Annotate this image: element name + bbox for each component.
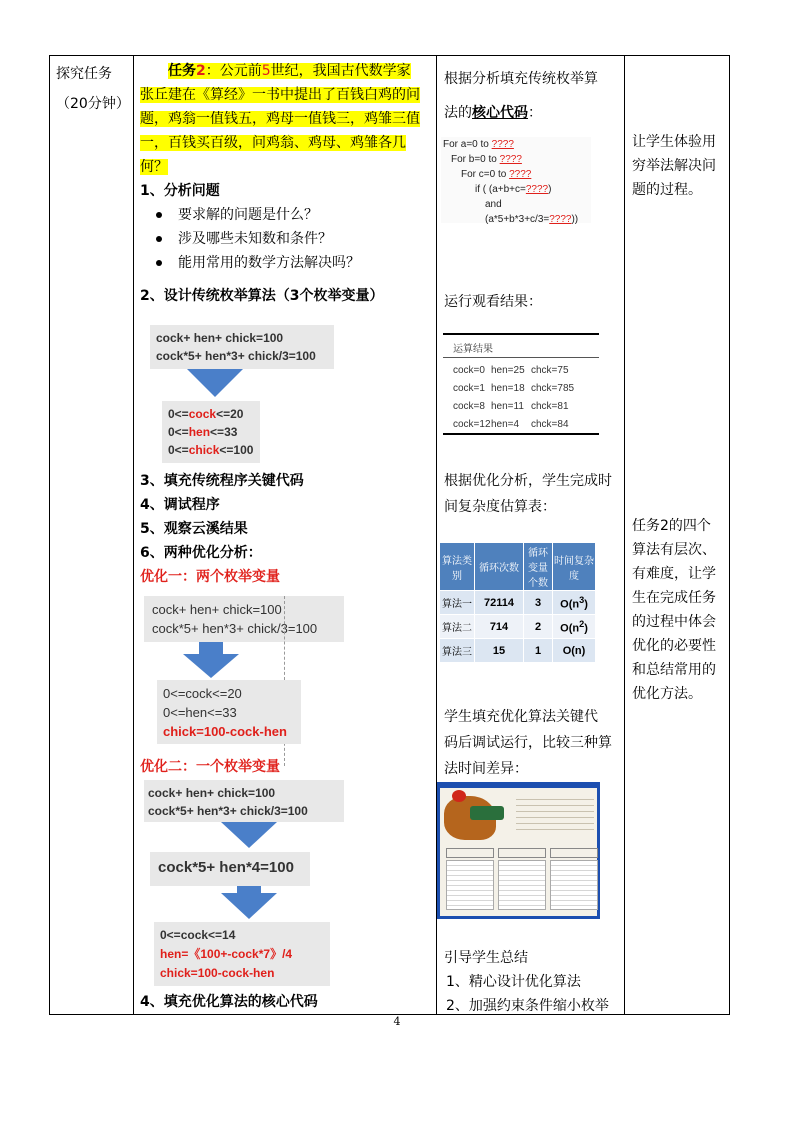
bullet-icon [156, 260, 162, 266]
task-paragraph: 任务2：公元前5世纪，我国古代数学家 张丘建在《算经》一书中提出了百钱白鸡的问 题，鸡翁一值钱五，鸡母一值钱三，鸡雏三值 一，百钱买百级，问鸡翁、鸡母、鸡雏各几 何？ [140, 63, 420, 175]
col3-summary-2: 2、加强约束条件缩小枚举 [446, 998, 609, 1014]
step5-title: 5、观察云溪结果 [140, 521, 248, 537]
arrow-down-icon [221, 893, 277, 919]
table-col-border-1 [49, 55, 50, 1015]
diagram-opt1-equations: cock+ hen+ chick=100 cock*5+ hen*3+ chick/3=100 [144, 596, 344, 642]
table-col-border-4 [624, 55, 625, 1015]
col3-run-text: 运行观看结果： [444, 294, 542, 310]
step6-title: 6、两种优化分析： [140, 545, 262, 561]
col3-complexity-text: 根据优化分析，学生完成时 间复杂度估算表： [444, 473, 612, 515]
step1-bullet-3: 能用常用的数学方法解决吗？ [156, 251, 360, 275]
col3-debug-text: 学生填充优化算法关键代 码后调试运行，比较三种算 法时间差异： [444, 709, 612, 777]
opt1-title: 优化一：两个枚举变量 [140, 569, 280, 585]
diagram-opt2-equations: cock+ hen+ chick=100 cock*5+ hen*3+ chick/3=100 [144, 780, 344, 822]
result-rows: cock=0 hen=25 chck=75 cock=1 hen=18 chck=785 cock=8 hen=11 chck=81 cock=12hen=4 chck=84 [453, 365, 575, 430]
result-title: 运算结果 [443, 335, 599, 358]
step2-title: 2、设计传统枚举算法（3个枚举变量） [140, 288, 384, 304]
diagram-traditional-equations: cock+ hen+ chick=100 cock*5+ hen*3+ chick/3=100 [150, 325, 334, 369]
complexity-table: 算法类别 循环次数 循环变量个数 时间复杂度 算法一 72114 3 $O(n^3)$ 算法二 714 2 $O(n^2)$ 算法三 15 1 O(n) [439, 542, 596, 663]
program-window-screenshot [437, 782, 600, 919]
step-last-title: 4、填充优化算法的核心代码 [140, 994, 318, 1010]
arrow-down-icon [187, 369, 243, 397]
col4-note-1: 让学生体验用 穷举法解决问 题的过程。 [632, 134, 716, 198]
diagram-opt1-ranges: 0<=cock<=20 0<=hen<=33 chick=100-cock-hen [157, 680, 301, 744]
arrow-down-icon [221, 822, 277, 848]
section-duration: （20分钟） [56, 96, 130, 112]
col3-summary-1: 1、精心设计优化算法 [446, 974, 581, 990]
arrow-down-icon [183, 654, 239, 678]
bullet-icon [156, 212, 162, 218]
bullet-icon [156, 236, 162, 242]
section-title: 探究任务 [56, 66, 112, 82]
col3-summary-intro: 引导学生总结 [444, 950, 528, 966]
step1-title: 1、分析问题 [140, 183, 220, 199]
code-snippet-image: For a=0 to ???? For b=0 to ???? For c=0 to ???? if ( (a+b+c=????) and (a*5+b*3+c/3=????)) [441, 137, 591, 223]
opt2-title: 优化二：一个枚举变量 [140, 759, 280, 775]
arrow-icon [199, 642, 223, 654]
task-label: 任务2 [168, 63, 206, 79]
step3-title: 3、填充传统程序关键代码 [140, 473, 304, 489]
step1-bullet-2: 涉及哪些未知数和条件？ [156, 227, 332, 251]
diagram-opt2-ranges: 0<=cock<=14 hen=《100+-cock*7》/4 chick=100-cock-hen [154, 922, 330, 986]
col3-intro: 根据分析填充传统枚举算 法的核心代码： [444, 71, 598, 121]
col4-note-2: 任务2的四个 算法有层次、 有难度，让学 生在完成任务 的过程中体会 优化的必要性 和总结常用的 优化方法。 [632, 518, 716, 702]
step4-title: 4、调试程序 [140, 497, 220, 513]
result-panel-image [443, 333, 599, 435]
table-col-border-5 [729, 55, 730, 1015]
diagram-traditional-ranges: 0<=cock<=20 0<=hen<=33 0<=chick<=100 [162, 401, 260, 463]
table-col-border-2 [133, 55, 134, 1015]
table-top-border [49, 55, 730, 56]
diagram-opt2-mid: cock*5+ hen*4=100 [150, 852, 310, 886]
step1-bullet-1: 要求解的问题是什么？ [156, 203, 318, 227]
page-number: 4 [393, 1015, 401, 1028]
